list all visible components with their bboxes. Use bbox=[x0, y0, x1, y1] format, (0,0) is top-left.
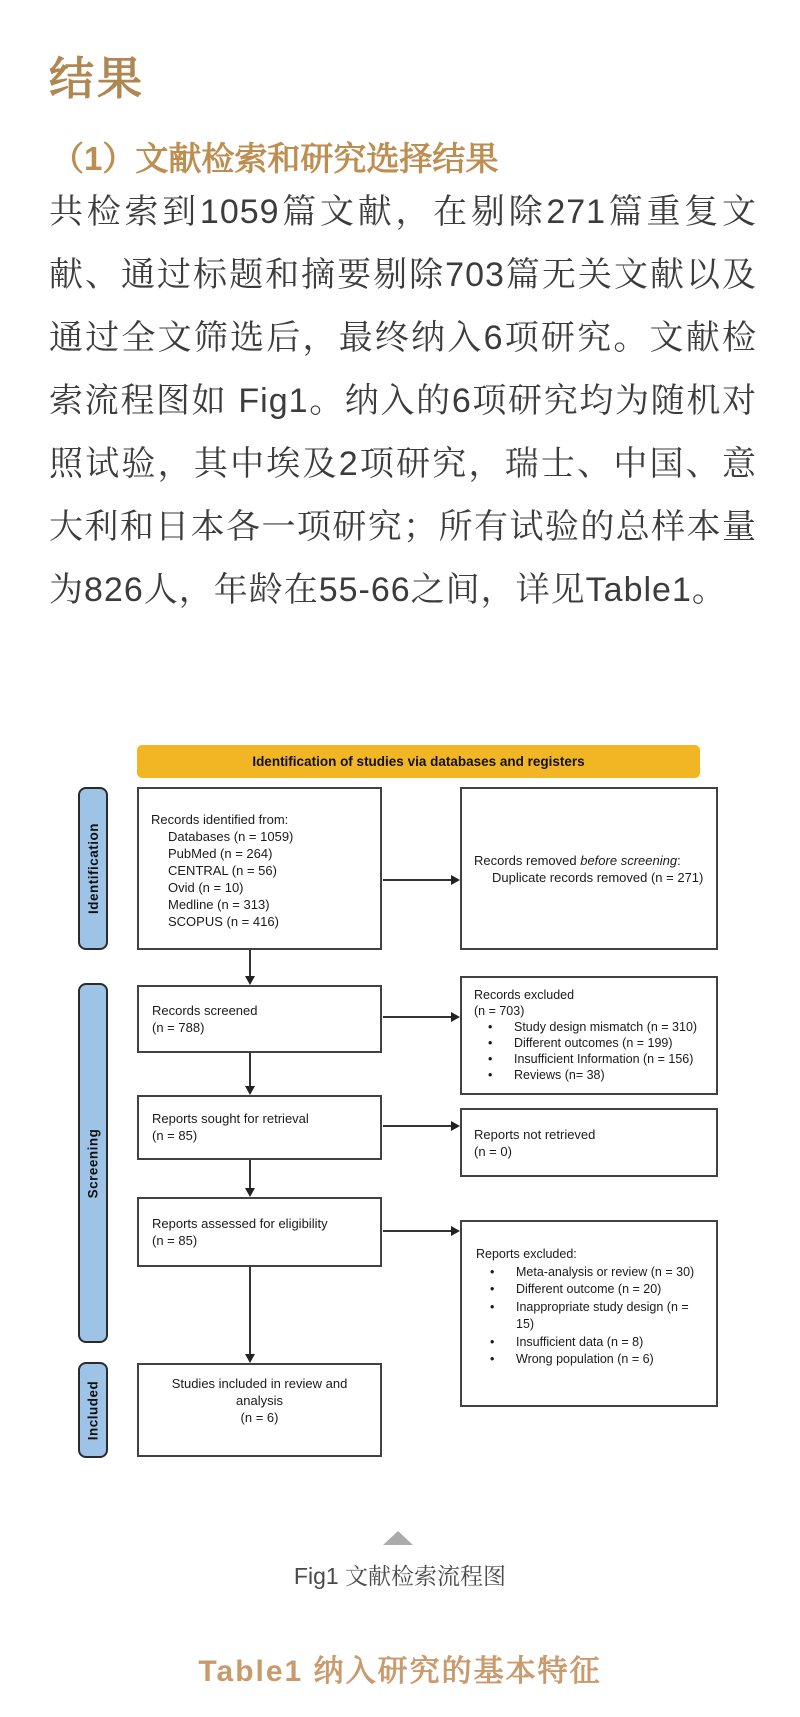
records-screened-line2: (n = 788) bbox=[152, 1020, 205, 1035]
rexcluded-bullet-meta: • Meta-analysis or review (n = 30) bbox=[476, 1264, 708, 1282]
records-removed-box bbox=[460, 787, 718, 950]
arrow-down-1 bbox=[249, 950, 251, 977]
reports-assessed-box bbox=[137, 1197, 382, 1267]
db-item-scopus: SCOPUS (n = 416) bbox=[168, 914, 279, 929]
reports-excluded-title: Reports excluded: bbox=[476, 1247, 577, 1261]
records-excluded-line2: (n = 703) bbox=[474, 1004, 525, 1018]
stage-label-screening bbox=[78, 983, 108, 1343]
diagram-banner-label: Identification of studies via databases and registers bbox=[252, 754, 585, 769]
stage-label-identification-text: Identification bbox=[85, 823, 101, 914]
arrow-down-3-head bbox=[245, 1188, 255, 1197]
reports-not-retrieved-box bbox=[460, 1108, 718, 1177]
collapse-triangle-icon[interactable] bbox=[383, 1531, 413, 1545]
db-item-medline: Medline (n = 313) bbox=[168, 897, 270, 912]
records-excluded-line1: Records excluded bbox=[474, 988, 575, 1002]
reports-excluded-box bbox=[460, 1220, 718, 1407]
arrow-right-2-head bbox=[451, 1012, 460, 1022]
arrow-down-2-head bbox=[245, 1086, 255, 1095]
arrow-right-2 bbox=[383, 1016, 451, 1018]
db-item-ovid: Ovid (n = 10) bbox=[168, 880, 244, 895]
records-excluded-box bbox=[460, 976, 718, 1095]
arrow-right-4-head bbox=[451, 1226, 460, 1236]
records-identified-title: Records identified from: bbox=[151, 812, 289, 827]
page-title: 结果 bbox=[49, 52, 146, 105]
excluded-bullet-outcomes: • Different outcomes (n = 199) bbox=[474, 1035, 708, 1051]
figure-caption: Fig1 文献检索流程图 bbox=[293, 1563, 507, 1589]
records-screened-line1: Records screened bbox=[152, 1003, 258, 1018]
stage-label-screening-text: Screening bbox=[85, 1128, 101, 1198]
results-paragraph: 共检索到1059篇文献，在剔除271篇重复文献、通过标题和摘要剔除703篇无关文献以及通过全文筛选后，最终纳入6项研究。文献检索流程图如 Fig1。纳入的6项研究均为随机对照试验，其中埃及2项研究，瑞士、中国、意大利和日本各一项研究；所有试验的总样本量为826人，年龄在55-66之间，详见Table1。 bbox=[49, 193, 757, 609]
excluded-bullet-reviews: • Reviews (n= 38) bbox=[474, 1067, 708, 1083]
excluded-bullet-design: • Study design mismatch (n = 310) bbox=[474, 1019, 708, 1035]
section-title: （1）文献检索和研究选择结果 bbox=[51, 140, 499, 177]
arrow-right-3 bbox=[383, 1125, 451, 1127]
rexcluded-bullet-design: • Inappropriate study design (n = 15) bbox=[476, 1299, 708, 1334]
records-screened-box bbox=[137, 985, 382, 1053]
arrow-down-4 bbox=[249, 1267, 251, 1355]
records-identified-box bbox=[137, 787, 382, 950]
db-item-databases: Databases (n = 1059) bbox=[168, 829, 294, 844]
reports-sought-line2: (n = 85) bbox=[152, 1128, 198, 1143]
studies-included-box bbox=[137, 1363, 382, 1457]
arrow-right-1 bbox=[383, 879, 451, 881]
arrow-down-4-head bbox=[245, 1354, 255, 1363]
reports-sought-line1: Reports sought for retrieval bbox=[152, 1111, 309, 1126]
reports-assessed-line2: (n = 85) bbox=[152, 1233, 198, 1248]
studies-included-line1: Studies included in review and analysis bbox=[171, 1376, 348, 1408]
table-title: Table1 纳入研究的基本特征 bbox=[198, 1655, 602, 1688]
stage-label-identification bbox=[78, 787, 108, 950]
before-screening-italic: before screening bbox=[580, 852, 678, 868]
arrow-down-3 bbox=[249, 1160, 251, 1189]
records-removed-detail: Duplicate records removed (n = 271) bbox=[492, 869, 704, 885]
reports-sought-box bbox=[137, 1095, 382, 1160]
arrow-down-1-head bbox=[245, 976, 255, 985]
reports-not-retrieved-line1: Reports not retrieved bbox=[474, 1126, 596, 1142]
records-removed-title: Records removed before screening: bbox=[474, 852, 681, 868]
rexcluded-bullet-population: • Wrong population (n = 6) bbox=[476, 1351, 708, 1369]
studies-included-line2: (n = 6) bbox=[240, 1410, 279, 1425]
arrow-right-4 bbox=[383, 1230, 451, 1232]
reports-assessed-line1: Reports assessed for eligibility bbox=[152, 1216, 328, 1231]
arrow-right-3-head bbox=[451, 1121, 460, 1131]
diagram-banner bbox=[137, 745, 700, 778]
rexcluded-bullet-outcome: • Different outcome (n = 20) bbox=[476, 1281, 708, 1299]
stage-label-included bbox=[78, 1362, 108, 1458]
rexcluded-bullet-data: • Insufficient data (n = 8) bbox=[476, 1334, 708, 1352]
arrow-right-1-head bbox=[451, 875, 460, 885]
db-item-pubmed: PubMed (n = 264) bbox=[168, 846, 273, 861]
stage-label-included-text: Included bbox=[85, 1380, 101, 1440]
reports-not-retrieved-line2: (n = 0) bbox=[474, 1143, 512, 1159]
arrow-down-2 bbox=[249, 1053, 251, 1087]
db-item-central: CENTRAL (n = 56) bbox=[168, 863, 277, 878]
excluded-bullet-information: • Insufficient Information (n = 156) bbox=[474, 1051, 708, 1067]
